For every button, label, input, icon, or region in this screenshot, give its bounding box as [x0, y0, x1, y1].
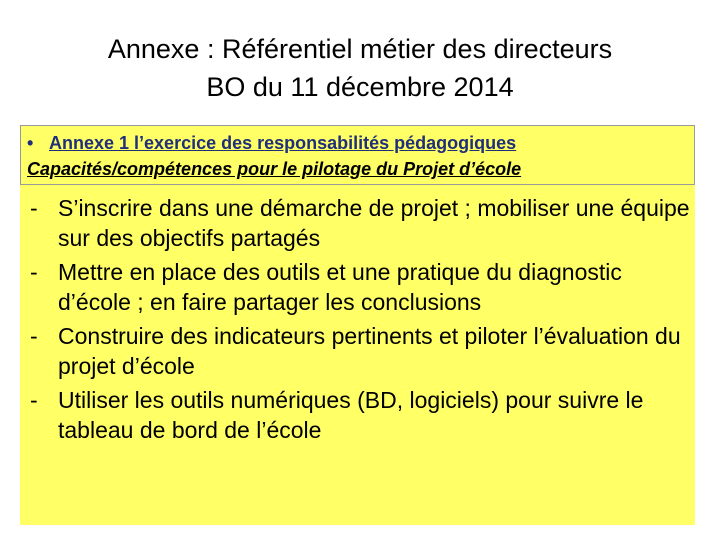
- list-item-text: S’inscrire dans une démarche de projet ; mobiliser une équipe sur des objectifs partagés: [58, 195, 690, 251]
- annexe-heading: [27, 130, 688, 156]
- list-item-text: Construire des indicateurs pertinents et piloter l’évaluation du projet d’école: [58, 323, 681, 379]
- list-item: [20, 385, 695, 445]
- annexe-heading-text: Annexe 1 l’exercice des responsabilités pédagogiques: [49, 133, 517, 153]
- heading-block: [20, 125, 695, 185]
- list-item-text: Mettre en place des outils et une pratique du diagnostic d’école ; en faire partager les conclusions: [58, 259, 622, 315]
- title-line-2: BO du 11 décembre 2014: [206, 72, 514, 102]
- slide-title: [0, 30, 720, 106]
- competences-list: [20, 193, 695, 445]
- dash-marker: -: [30, 387, 38, 413]
- list-item: [20, 257, 695, 317]
- content-box: [20, 125, 695, 525]
- title-line-1: Annexe : Référentiel métier des directeurs: [107, 34, 613, 64]
- competences-subtitle: Capacités/compétences pour le pilotage du Projet d’école: [27, 159, 522, 179]
- dash-marker: -: [30, 323, 38, 349]
- list-item: [20, 321, 695, 381]
- bullet-icon: •: [27, 133, 34, 153]
- list-item-text: Utiliser les outils numériques (BD, logiciels) pour suivre le tableau de bord de l’école: [58, 387, 644, 443]
- dash-marker: -: [30, 259, 38, 285]
- list-item: [20, 193, 695, 253]
- dash-marker: -: [30, 195, 38, 221]
